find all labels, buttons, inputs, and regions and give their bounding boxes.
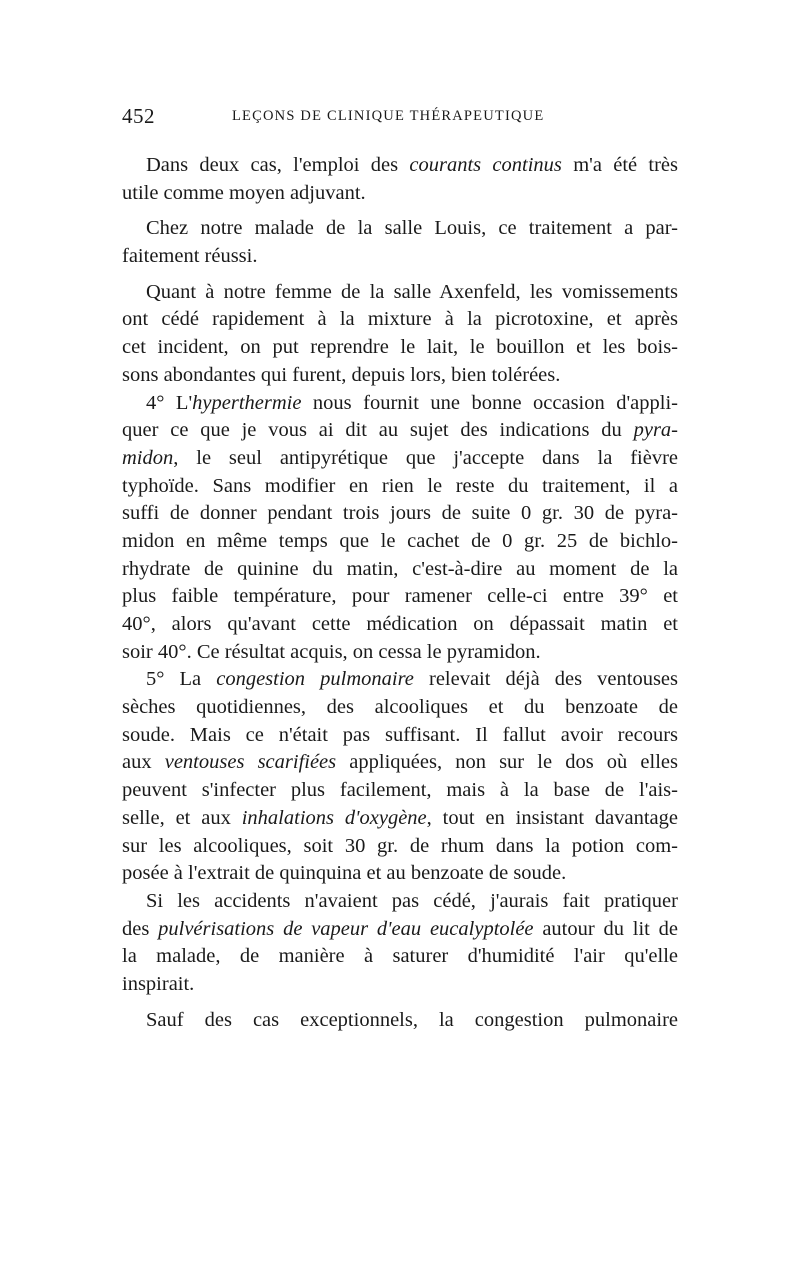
text-line xyxy=(122,1007,678,1035)
line-text: cet incident, on put reprendre le lait, le bouillon et les bois- xyxy=(122,336,678,359)
text-line xyxy=(122,639,678,667)
text-line xyxy=(122,611,678,639)
text-line xyxy=(122,243,678,271)
italic-text: hyperthermie xyxy=(192,391,302,414)
text-line xyxy=(122,362,678,390)
text-line xyxy=(122,473,678,501)
line-text: la malade, de manière à saturer d'humidité l'air qu'elle xyxy=(122,945,678,968)
text-line xyxy=(122,417,678,445)
text-line xyxy=(122,215,678,243)
text-line xyxy=(122,279,678,307)
text-line xyxy=(122,805,678,833)
line-text: ont cédé rapidement à la mixture à la picrotoxine, et après xyxy=(122,308,678,331)
italic-text: pyra- xyxy=(633,419,678,442)
line-text: rhydrate de quinine du matin, c'est-à-dire au moment de la xyxy=(122,557,678,580)
page-header xyxy=(122,104,678,134)
italic-text: pulvérisations de vapeur d'eau eucalyptolée xyxy=(158,917,534,940)
text-line xyxy=(122,528,678,556)
line-text: Dans deux cas, l'emploi des xyxy=(146,154,410,176)
text-line xyxy=(122,722,678,750)
line-text: selle, et aux xyxy=(122,806,242,829)
italic-text: courants continus xyxy=(409,154,562,176)
line-text: sèches quotidiennes, des alcooliques et du benzoate de xyxy=(122,696,678,719)
line-text: peuvent s'infecter plus facilement, mais à la base de l'ais- xyxy=(122,779,678,802)
line-text: plus faible température, pour ramener celle-ci entre 39° et xyxy=(122,585,678,608)
line-text: , le seul antipyrétique que j'accepte dans la fièvre xyxy=(173,446,678,469)
line-text: des xyxy=(122,917,159,940)
page-number: 452 xyxy=(122,104,155,128)
text-line xyxy=(122,666,678,694)
line-text: sons abondantes qui furent, depuis lors, bien tolérées. xyxy=(122,363,561,386)
line-text: appliquées, non sur le dos où elles xyxy=(336,751,678,774)
line-text: soude. Mais ce n'était pas suffisant. Il fallut avoir recours xyxy=(122,723,678,746)
line-text: sur les alcooliques, soit 30 gr. de rhum dans la potion com- xyxy=(122,834,678,857)
line-text: m'a été très xyxy=(561,154,679,176)
italic-text: ventouses scarifiées xyxy=(164,751,337,774)
text-line xyxy=(122,306,678,334)
text-line xyxy=(122,583,678,611)
line-text: Chez notre malade de la salle Louis, ce traitement a par- xyxy=(146,217,678,240)
text-line xyxy=(122,445,678,473)
line-text: 5° La xyxy=(146,668,217,691)
line-text: faitement réussi. xyxy=(122,245,258,268)
line-text: suffi de donner pendant trois jours de suite 0 gr. 30 de pyra- xyxy=(122,502,678,525)
line-text: quer ce que je vous ai dit au sujet des indications du xyxy=(122,419,634,442)
line-text: Si les accidents n'avaient pas cédé, j'aurais fait pratiquer xyxy=(146,889,678,912)
line-text: posée à l'extrait de quinquina et au benzoate de soude. xyxy=(122,862,567,885)
line-text: Sauf des cas exceptionnels, la congestion pulmonaire xyxy=(146,1008,678,1031)
italic-text: midon xyxy=(122,446,174,469)
line-text: aux xyxy=(122,751,165,774)
line-text: typhoïde. Sans modifier en rien le reste du traitement, il a xyxy=(122,474,678,497)
text-line xyxy=(122,860,678,888)
text-line xyxy=(122,943,678,971)
text-line xyxy=(122,556,678,584)
line-text: Quant à notre femme de la salle Axenfeld, les vomissements xyxy=(146,280,678,303)
line-text: soir 40°. Ce résultat acquis, on cessa le pyramidon. xyxy=(122,640,541,663)
text-line xyxy=(122,777,678,805)
line-text: autour du lit de xyxy=(533,917,678,940)
text-line xyxy=(122,888,678,916)
text-line xyxy=(122,916,678,944)
text-line xyxy=(122,833,678,861)
line-text: inspirait. xyxy=(122,972,195,995)
text-line xyxy=(122,180,678,208)
text-line xyxy=(122,152,678,180)
body-text xyxy=(122,152,678,1034)
text-line xyxy=(122,334,678,362)
line-text: , tout en insistant davantage xyxy=(426,806,678,829)
line-text: relevait déjà des ventouses xyxy=(413,668,679,691)
text-line xyxy=(122,749,678,777)
text-line xyxy=(122,694,678,722)
text-line xyxy=(122,971,678,999)
italic-text: congestion pulmonaire xyxy=(216,668,414,691)
italic-text: inhalations d'oxygène xyxy=(241,806,427,829)
text-line xyxy=(122,500,678,528)
line-text: 4° L' xyxy=(146,391,193,414)
line-text: 40°, alors qu'avant cette médication on dépassait matin et xyxy=(122,613,678,635)
line-text: midon en même temps que le cachet de 0 gr. 25 de bichlo- xyxy=(122,529,678,552)
text-line xyxy=(122,390,678,418)
running-title: LEÇONS DE CLINIQUE THÉRAPEUTIQUE xyxy=(232,108,545,124)
line-text: nous fournit une bonne occasion d'appli- xyxy=(301,391,678,414)
line-text: utile comme moyen adjuvant. xyxy=(122,181,366,204)
